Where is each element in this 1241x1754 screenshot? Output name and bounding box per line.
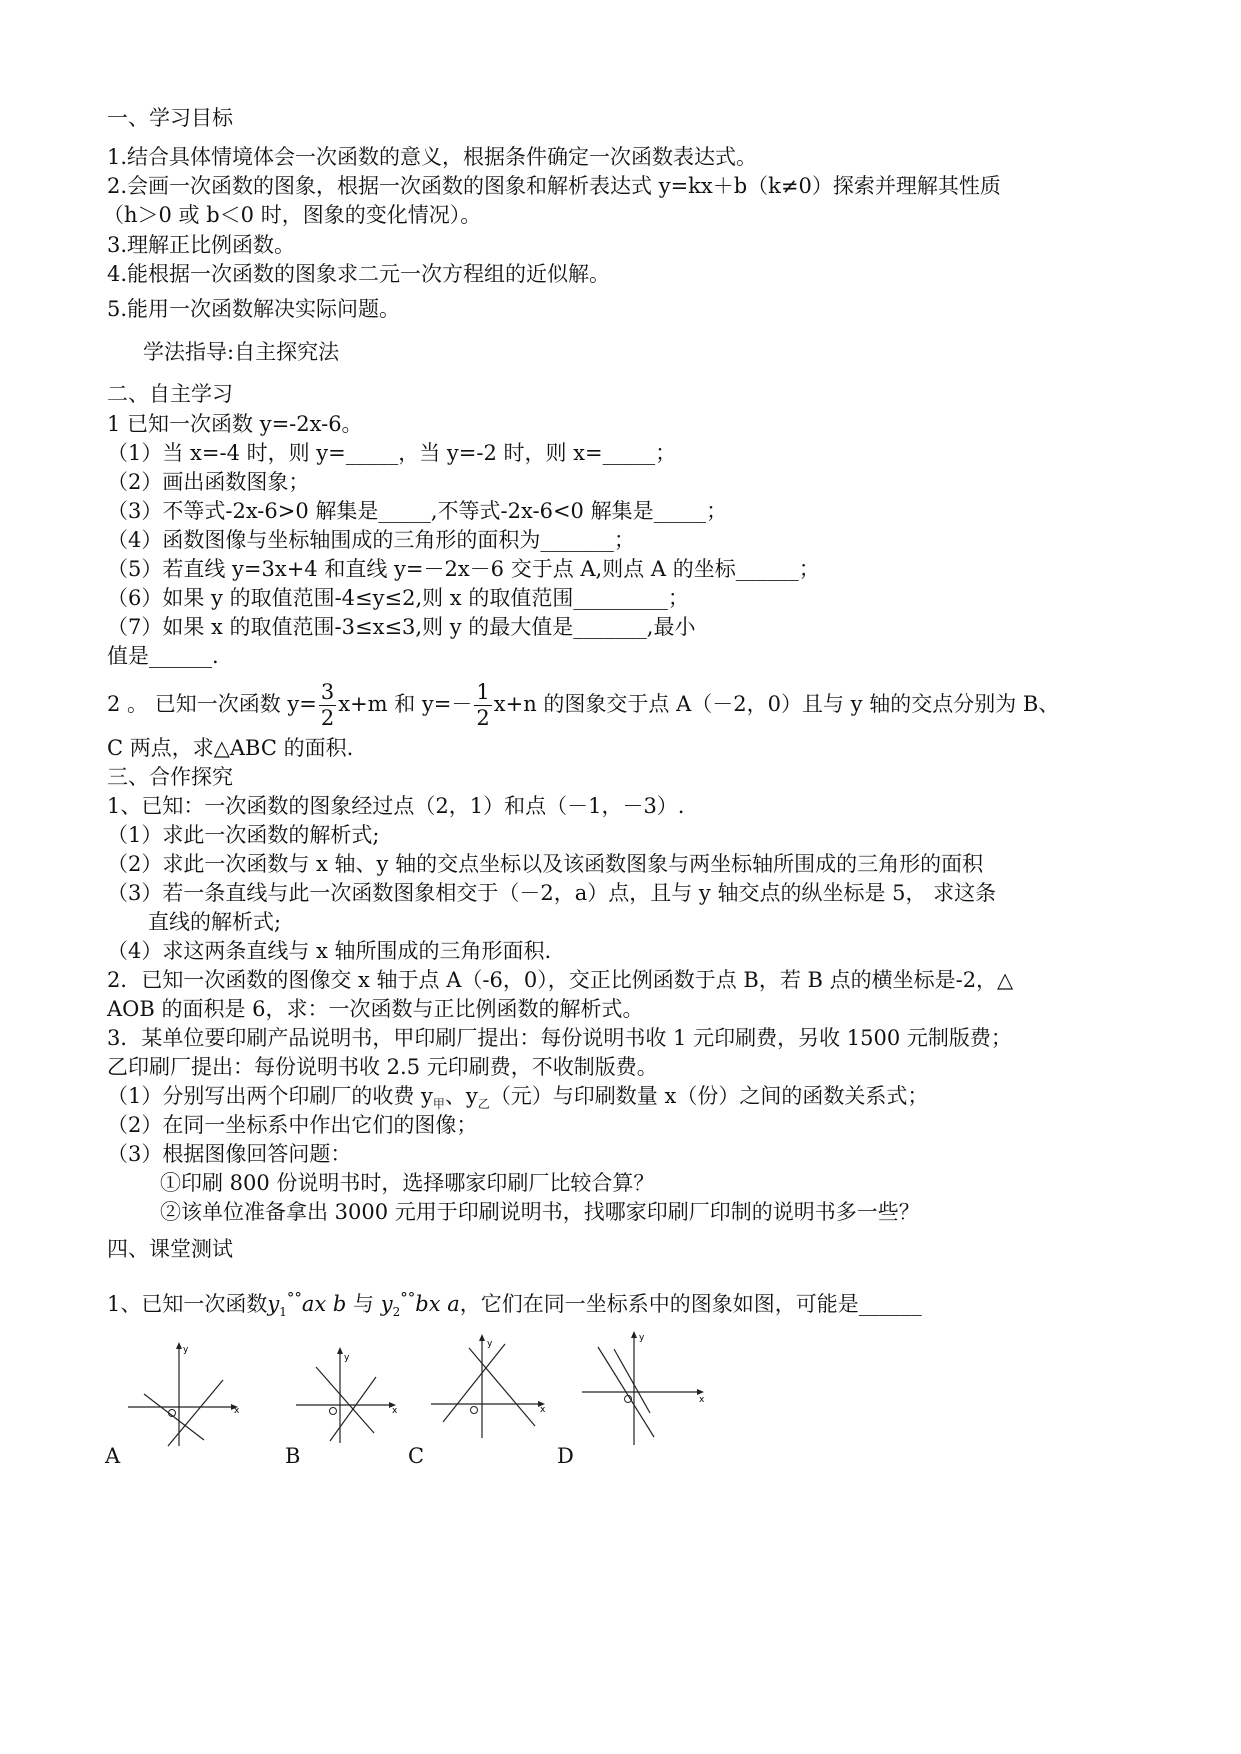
- coop-q2-line2: AOB 的面积是 6，求：一次函数与正比例函数的解析式。: [107, 997, 644, 1021]
- q2-line2: C 两点，求△ABC 的面积.: [107, 736, 354, 760]
- coop-q3-sub1: ①印刷 800 份说明书时，选择哪家印刷厂比较合算？: [160, 1171, 655, 1195]
- svg-text:y: y: [183, 1345, 189, 1355]
- graph-option-c: [425, 1330, 555, 1440]
- fraction-one-half: $\frac{1}{2}$: [476, 680, 490, 730]
- q1-part-2: （2）画出函数图象；: [107, 470, 310, 494]
- graph-option-a: [120, 1340, 250, 1450]
- objective-2: 2.会画一次函数的图象，根据一次函数的图象和解析表达式 y=kx＋b（k≠0）探索并理解其性质: [107, 174, 1001, 198]
- svg-text:x: x: [699, 1395, 705, 1405]
- q1-part-3: （3）不等式-2x-6>0 解集是_____,不等式-2x-6<0 解集是_____；: [107, 499, 728, 523]
- q1-part-1: （1）当 x=-4 时，则 y=_____，当 y=-2 时，则 x=_____；: [107, 441, 677, 465]
- section1-title: 一、学习目标: [107, 106, 233, 130]
- objective-5: 5.能用一次函数解决实际问题。: [107, 297, 401, 321]
- q1-part-4: （4）函数图像与坐标轴围成的三角形的面积为_______；: [107, 528, 635, 552]
- q2-mid1: x+m 和 y=－: [338, 692, 473, 716]
- coop-q1-part3: （3）若一条直线与此一次函数图象相交于（－2，a）点，且与 y 轴交点的纵坐标是 5， 求这条: [107, 881, 997, 905]
- graph-option-b: [290, 1345, 410, 1445]
- subscript-yi: 乙: [477, 1097, 490, 1112]
- graph-option-d: [578, 1325, 713, 1450]
- option-a-label: A: [105, 1444, 121, 1468]
- section2-title: 二、自主学习: [107, 382, 233, 406]
- option-d-label: D: [557, 1444, 574, 1468]
- q2-mid2: x+n 的图象交于点 A（－2，0）且与 y 轴的交点分别为 B、: [493, 692, 1060, 716]
- q1-part-7-cont: 值是______.: [107, 644, 219, 668]
- svg-text:x: x: [234, 1406, 240, 1416]
- q1-part-7: （7）如果 x 的取值范围-3≤x≤3,则 y 的最大值是_______,最小: [107, 615, 696, 639]
- coop-q1-part4: （4）求这两条直线与 x 轴所围成的三角形面积.: [107, 939, 552, 963]
- q1-part-6: （6）如果 y 的取值范围-4≤y≤2,则 x 的取值范围_________；: [107, 586, 689, 610]
- svg-text:x: x: [392, 1406, 398, 1416]
- coop-q3-part1: （1）分别写出两个印刷厂的收费 $y_甲$、$y_乙$（元）与印刷数量 x（份）之间的函数关系式；: [107, 1084, 929, 1112]
- equation-1: ax b: [301, 1292, 347, 1316]
- svg-text:y: y: [639, 1333, 645, 1343]
- subscript-jia: 甲: [432, 1097, 445, 1112]
- option-c-label: C: [408, 1444, 425, 1468]
- svg-text:x: x: [540, 1405, 546, 1415]
- objective-4: 4.能根据一次函数的图象求二元一次方程组的近似解。: [107, 262, 611, 286]
- coop-q1-part2: （2）求此一次函数与 x 轴、y 轴的交点坐标以及该函数图象与两坐标轴所围成的三角形的面积: [107, 852, 984, 876]
- coop-q1-part1: （1）求此一次函数的解析式;: [107, 823, 380, 847]
- coop-q1-stem: 1、已知：一次函数的图象经过点（2，1）和点（－1，－3）.: [107, 794, 685, 818]
- fraction-three-halves: $\frac{3}{2}$: [320, 680, 335, 730]
- option-b-label: B: [285, 1444, 301, 1468]
- study-method: 学法指导:自主探究法: [143, 340, 340, 364]
- coop-q3-part3: （3）根据图像回答问题：: [107, 1142, 352, 1166]
- objective-3: 3.理解正比例函数。: [107, 233, 296, 257]
- coop-q3-part2: （2）在同一坐标系中作出它们的图像；: [107, 1113, 478, 1137]
- q1-part-5: （5）若直线 y=3x+4 和直线 y=－2x－6 交于点 A,则点 A 的坐标______；: [107, 557, 820, 581]
- coop-q3-sub2: ②该单位准备拿出 3000 元用于印刷说明书，找哪家印刷厂印制的说明书多一些？: [160, 1200, 920, 1224]
- q2-prefix: 2 。 已知一次函数 y=: [107, 692, 317, 716]
- equation-2: bx a: [415, 1292, 460, 1316]
- svg-text:y: y: [344, 1353, 350, 1363]
- svg-text:y: y: [487, 1339, 493, 1349]
- coop-q3-line2: 乙印刷厂提出：每份说明书收 2.5 元印刷费，不收制版费。: [107, 1055, 658, 1079]
- coop-q3-line1: 3．某单位要印刷产品说明书，甲印刷厂提出：每份说明书收 1 元印刷费，另收 1500 元制版费；: [107, 1026, 1012, 1050]
- coop-q1-part3-cont: 直线的解析式;: [148, 910, 282, 934]
- objective-1: 1.结合具体情境体会一次函数的意义，根据条件确定一次函数表达式。: [107, 145, 758, 169]
- test-q1: 1、已知一次函数$y_1^{^\circ^\circ}ax$ b 与 $y_2^{^\circ^\circ}bx$ a，它们在同一坐标系中的图象如图，可能是______: [107, 1289, 922, 1320]
- coop-q2-line1: 2．已知一次函数的图像交 x 轴于点 A（-6，0），交正比例函数于点 B，若 B 点的横坐标是-2，△: [107, 968, 1014, 992]
- q1-stem: 1 已知一次函数 y=-2x-6。: [107, 412, 363, 436]
- objective-2-cont: （h＞0 或 b＜0 时，图象的变化情况）。: [103, 203, 482, 227]
- section3-title: 三、合作探究: [107, 765, 233, 789]
- section4-title: 四、课堂测试: [107, 1237, 233, 1261]
- q2-line1: [107, 676, 1059, 732]
